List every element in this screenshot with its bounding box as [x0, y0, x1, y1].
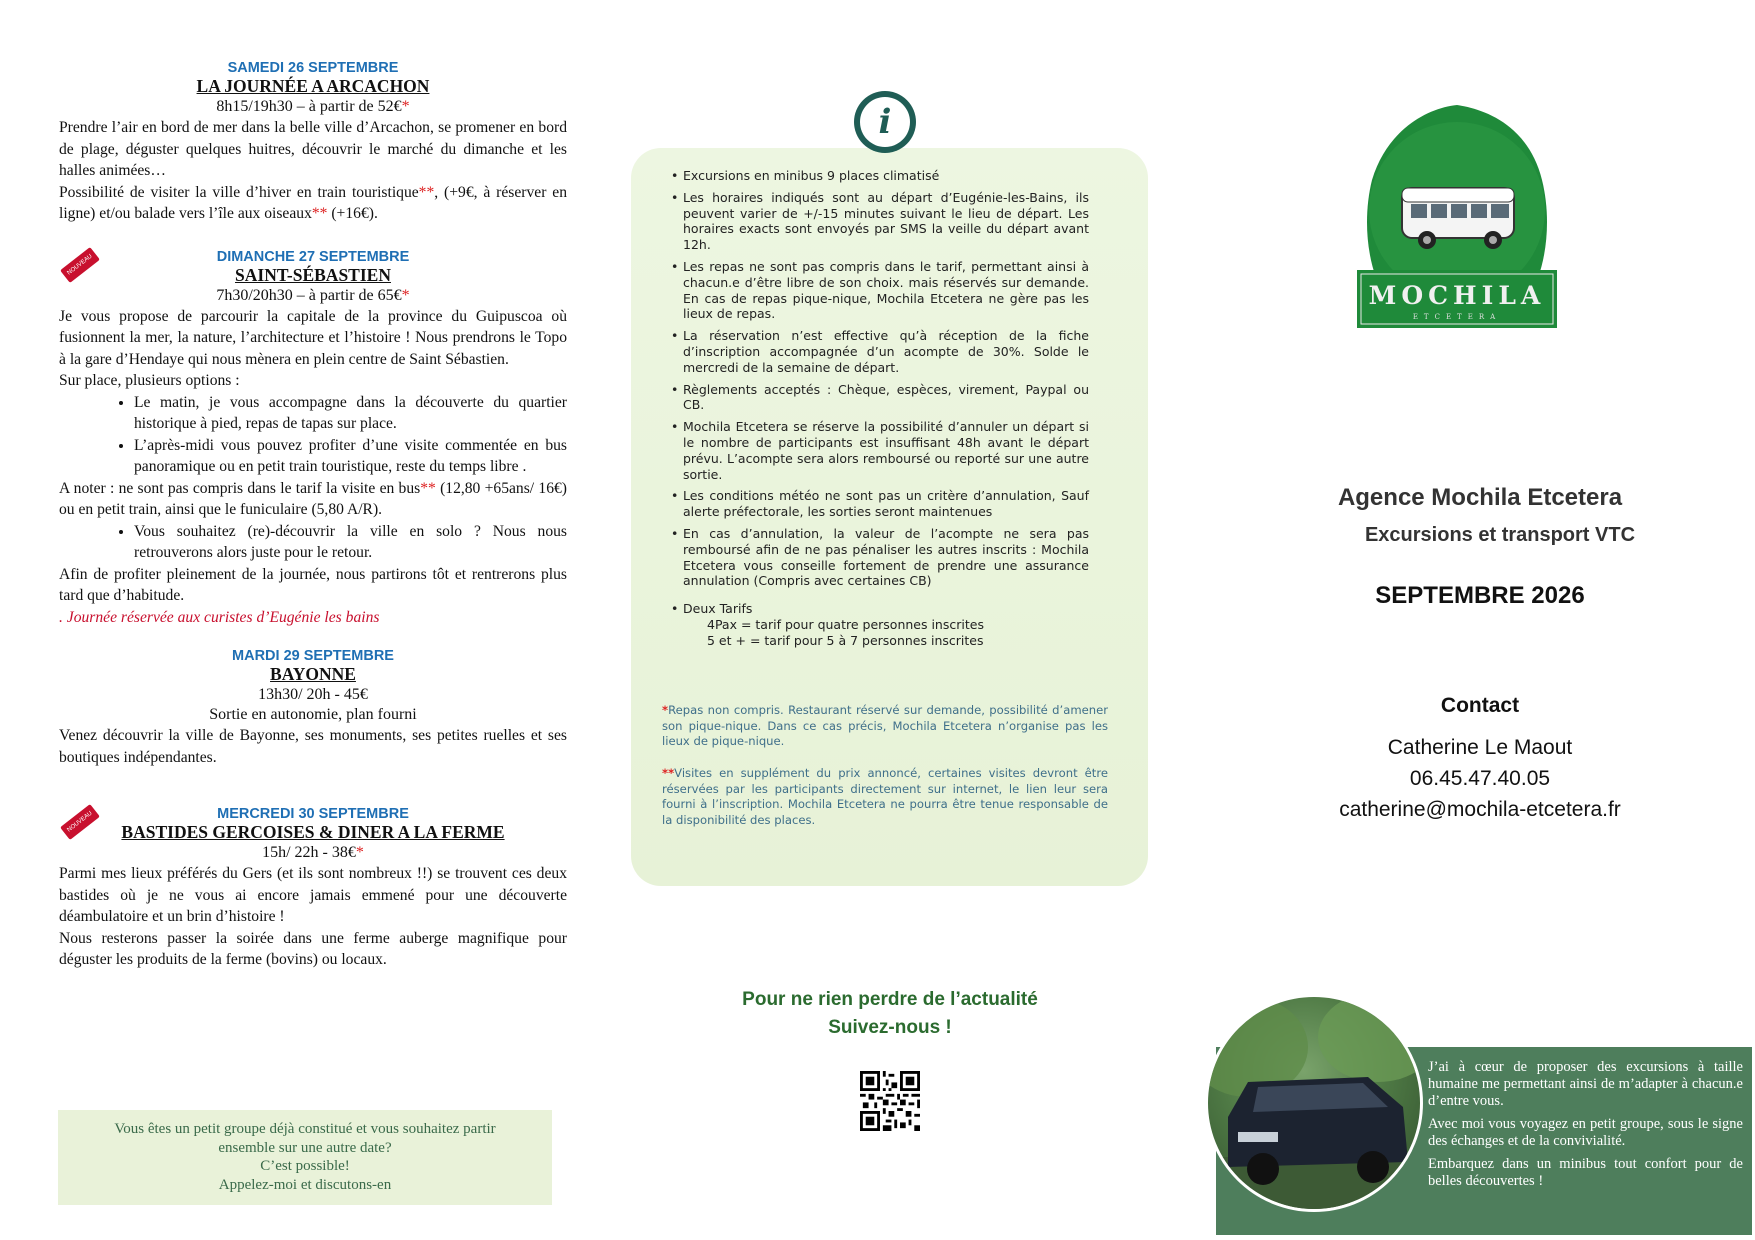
event-reserved-note: . Journée réservée aux curistes d’Eugénie les bains: [59, 608, 380, 626]
event-arcachon: [59, 60, 567, 225]
new-badge: NOUVEAU: [60, 246, 100, 282]
event-description: Je vous propose de parcourir la capitale de la province du Guipuscoa où fusionnent la mer, la nature, l’architecture et l’histoire ! Nous prendrons le Topo à la gare d’Hendaye qui nous mènera en plein centre de Saint Sébastien. Sur place, plusieurs options :: [59, 307, 567, 389]
group-box-line: Appelez-moi et discutons-en: [218, 1176, 392, 1193]
event-options-list: [59, 392, 567, 478]
list-item: • Excursions en minibus 9 places climatisé: [671, 168, 1089, 184]
event-bastides: [59, 806, 567, 971]
event-time: 8h15/19h30 – à partir de 52€*: [216, 98, 410, 115]
event-date: MERCREDI 30 SEPTEMBRE: [217, 806, 409, 822]
brochure-month: SEPTEMBRE 2026: [1375, 582, 1585, 609]
event-options-list: [59, 521, 567, 564]
contact-phone[interactable]: 06.45.47.40.05: [1409, 767, 1551, 790]
event-note: A noter : ne sont pas compris dans le tarif la visite en bus** (12,80 +65ans/ 16€) ou en petit train, ainsi que le funiculaire (5,80 A/R).: [59, 479, 567, 518]
follow-us: [690, 986, 1090, 1042]
event-date: SAMEDI 26 SEPTEMBRE: [227, 60, 399, 76]
about-text: J’ai à cœur de proposer des excursions à taille humaine me permettant ainsi de m’adapter à chacun.e d’entre vous. Avec moi vous voyagez en petit groupe, sous le signe des échanges et de la convivialité. Embarquez dans un minibus tout confort pour de belles découvertes !: [1428, 1059, 1743, 1189]
contact-heading: Contact: [1440, 694, 1520, 717]
minibus-photo: [1205, 994, 1423, 1212]
event-saint-sebastien: [59, 249, 567, 629]
event-time: 13h30/ 20h - 45€: [258, 686, 368, 703]
list-item: • Les repas ne sont pas compris dans le tarif, permettant ainsi à chacun.e d’être libre de son choix. mais réservés sur demande. En cas de repas pique-nique, Mochila Etcetera ne gère pas les lieux de repas.: [671, 259, 1089, 322]
tarif-line: 4Pax = tarif pour quatre personnes inscrites: [707, 616, 984, 632]
minibus-icon: [1208, 997, 1420, 1209]
tarifs-item: [671, 601, 1089, 648]
event-title: BAYONNE: [270, 664, 356, 684]
list-item: • Les horaires indiqués sont au départ d’Eugénie-les-Bains, ils peuvent varier de +/-15 minutes suivant le lieu de départ. Les horaires exacts sont envoyés par SMS la veille du départ avant 12h.: [671, 190, 1089, 253]
event-description: Venez découvrir la ville de Bayonne, ses monuments, ses petites ruelles et ses boutiques indépendantes.: [59, 727, 567, 766]
list-item: • Les conditions météo ne sont pas un critère d’annulation, Sauf alerte préfectorale, les sorties seront maintenues: [671, 488, 1089, 520]
list-item: • La réservation n’est effective qu’à réception de la fiche d’inscription accompagnée d’un acompte de 30%. Solde le mercredi de la semaine de départ.: [671, 328, 1089, 375]
group-box-line: ensemble sur une autre date?: [218, 1139, 392, 1156]
svg-text:MOCHILA: MOCHILA: [1368, 281, 1546, 310]
event-date: DIMANCHE 27 SEPTEMBRE: [216, 248, 410, 265]
event-title: BASTIDES GERCOISES & DINER A LA FERME: [121, 822, 505, 842]
event-description: Prendre l’air en bord de mer dans la belle ville d’Arcachon, se promener en bord de plage, déguster quelques huitres, découvrir le marché du dimanche et les halles animées… Possibilité de visiter la ville d’hiver en train touristique**, (+9€, à réserver en ligne) et/ou balade vers l’île aux oiseaux** (+16€).: [59, 119, 567, 222]
tarif-line: 5 et + = tarif pour 5 à 7 personnes inscrites: [707, 632, 984, 648]
group-box-line: C’est possible!: [260, 1158, 350, 1174]
contact-email[interactable]: catherine@mochila-etcetera.fr: [1339, 798, 1621, 821]
event-closing: Afin de profiter pleinement de la journée, nous partirons tôt et rentrerons plus tard que d’habitude. . Journée réservée aux curistes d’Eugénie les bains: [59, 564, 567, 629]
event-description: Parmi mes lieux préférés du Gers (et ils sont nombreux !!) se trouvent ces deux bastides où je ne vous ai encore jamais emmené pour une découverte déambulatoire et un brin d’histoire ! Nous resterons passer la soirée dans une ferme auberge magnifique pour déguster les produits de la ferme (bovins) ou locaux.: [59, 865, 567, 968]
events-column: [59, 60, 567, 971]
agency-tagline: Excursions et transport VTC: [1364, 524, 1636, 546]
event-subtime: Sortie en autonomie, plan fourni: [209, 706, 417, 723]
list-item: • Le matin, je vous accompagne dans la découverte du quartier historique à pied, repas de tapas sur place.: [134, 392, 567, 435]
event-bayonne: [59, 648, 567, 768]
list-item: • Règlements acceptés : Chèque, espèces, virement, Paypal ou CB.: [671, 382, 1089, 414]
contact-name: Catherine Le Maout: [1387, 736, 1573, 759]
footnote-meals: *Repas non compris. Restaurant réservé sur demande, possibilité d’amener son pique-nique. Dans ce cas précis, Mochila Etcetera n’organise pas les lieux de pique-nique.: [662, 703, 1108, 748]
event-title: LA JOURNÉE A ARCACHON: [196, 76, 430, 96]
info-list: [671, 168, 1089, 655]
event-title: SAINT-SÉBASTIEN: [235, 264, 391, 285]
event-date: MARDI 29 SEPTEMBRE: [232, 648, 394, 664]
info-panel: [631, 148, 1148, 886]
event-time: 7h30/20h30 – à partir de 65€*: [216, 286, 410, 304]
agency-name: Agence Mochila Etcetera: [1337, 484, 1623, 511]
list-item: • Mochila Etcetera se réserve la possibilité d’annuler un départ si le nombre de participants est insuffisant 48h avant le départ prévu. L’acompte sera alors remboursé ou reporté sur une autre sortie.: [671, 419, 1089, 482]
tarifs-label: Deux Tarifs: [683, 601, 753, 617]
new-badge: NOUVEAU: [60, 804, 100, 840]
footnote-visits: **Visites en supplément du prix annoncé, certaines visites devront être réservées par les participants directement sur internet, le lien leur sera fourni à l’inscription. Mochila Etcetera ne pourra être tenue responsable de la disponibilité des places.: [662, 766, 1108, 827]
list-item: • L’après-midi vous pouvez profiter d’une visite commentée en bus panoramique ou en petit train touristique, reste du temps libre .: [134, 435, 567, 478]
event-time: 15h/ 22h - 38€*: [262, 844, 364, 861]
svg-text:ETCETERA: ETCETERA: [1412, 313, 1502, 321]
follow-line: Suivez-nous !: [828, 1017, 952, 1038]
group-booking-box: [58, 1110, 552, 1205]
list-item: • En cas d’annulation, la valeur de l’acompte ne sera pas remboursé afin de ne pas pénaliser les autres inscrits : Mochila Etcetera vous conseille fortement de prendre une assurance annulation (Compris avec certaines CB): [671, 526, 1089, 589]
group-box-line: Vous êtes un petit groupe déjà constitué et vous souhaitez partir: [114, 1121, 496, 1137]
mochila-logo-icon: [1357, 100, 1557, 360]
follow-line: Pour ne rien perdre de l’actualité: [742, 989, 1038, 1010]
list-item: • Vous souhaitez (re)-découvrir la ville en solo ? Nous nous retrouverons alors juste pour le retour.: [134, 521, 567, 564]
info-icon: i: [854, 91, 916, 153]
qr-code-icon[interactable]: [860, 1071, 920, 1131]
